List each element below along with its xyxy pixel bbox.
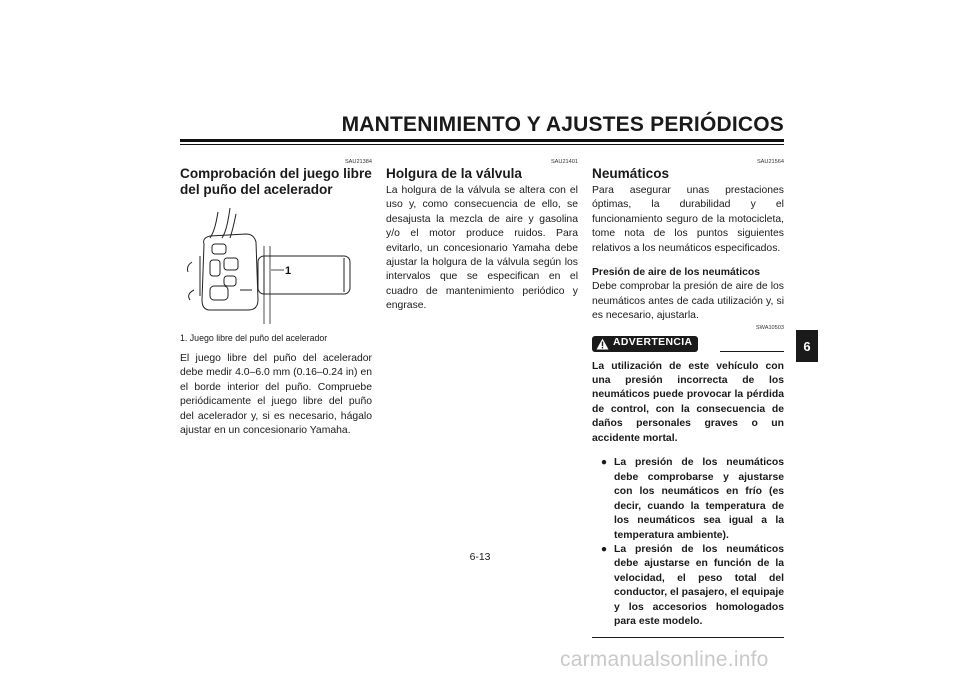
warning-badge [592, 336, 698, 352]
warning-end-rule [592, 637, 784, 638]
figure-callout-1: 1 [285, 265, 292, 277]
bullet-icon: ● [600, 457, 608, 469]
body-text: Debe comprobar la presión de aire de los neumáticos antes de cada utilización y, si es necesario, ajustarla. [592, 281, 784, 322]
bullet-text: La presión de los neumáticos debe ajustarse en función de la velocidad, el peso total del conductor, el pasajero, el equipaje y los accesorios homologados para este modelo. [614, 543, 784, 627]
header-rule-thin [180, 144, 784, 145]
warning-rule [720, 351, 784, 352]
throttle-grip-illustration [180, 204, 372, 326]
page-title: MANTENIMIENTO Y AJUSTES PERIÓDICOS [341, 113, 784, 136]
list-item [592, 543, 784, 629]
section-code: SAU21564 [756, 159, 784, 165]
body-text: El juego libre del puño del acelerador debe medir 4.0–6.0 mm (0.16–0.24 in) en el borde interior del puño. Compruebe periódicamente el juego libre del puño del acelerador y, si es necesario, hágalo ajustar en un concesionario Yamaha. [180, 353, 372, 437]
warning-triangle-icon [596, 338, 609, 350]
section-heading: Comprobación del juego libre del puño del acelerador [180, 166, 372, 197]
warning-label: ADVERTENCIA [613, 337, 693, 349]
page-number: 6-13 [469, 552, 491, 563]
bullet-icon: ● [600, 543, 608, 555]
column-throttle [180, 158, 372, 438]
list-item [592, 456, 784, 542]
subheading: Presión de aire de los neumáticos [592, 267, 761, 279]
bullet-text: La presión de los neumáticos debe comprobarse y ajustarse con los neumáticos en frío (es decir, cuando la temperatura de los neumáticos sea igual a la temperatura ambiente). [614, 457, 784, 541]
header-rule [180, 139, 784, 142]
warning-header [592, 334, 784, 354]
section-tab: 6 [796, 330, 818, 362]
section-heading: Holgura de la válvula [386, 166, 522, 181]
section-code: SAU21384 [344, 159, 372, 165]
section-heading: Neumáticos [592, 166, 670, 181]
body-text: Para asegurar unas prestaciones óptimas, la durabilidad y el funcionamiento seguro de la motocicleta, tome nota de los puntos siguientes relativos a los neumáticos especificados. [592, 185, 784, 254]
watermark: carmanualsonline.info [560, 648, 769, 671]
column-valve [386, 158, 578, 314]
body-text: La holgura de la válvula se altera con el uso y, como consecuencia de ello, se desajusta la mezcla de aire y gasolina y/o el motor produce ruidos. Para evitarlo, un concesionario Yamaha debe ajustar la holgura de la válvula según los intervalos que se especifican en el cuadro de mantenimiento periódico y engrase. [386, 185, 578, 312]
warning-code: SWA10503 [755, 324, 784, 331]
section-code: SAU21401 [550, 159, 578, 165]
warning-text: La utilización de este vehículo con una presión incorrecta de los neumáticos puede provocar la pérdida de control, con la consecuencia de daños personales graves o un accidente mortal. [592, 360, 784, 444]
figure-caption: 1. Juego libre del puño del acelerador [180, 333, 328, 343]
column-tires [592, 158, 784, 638]
